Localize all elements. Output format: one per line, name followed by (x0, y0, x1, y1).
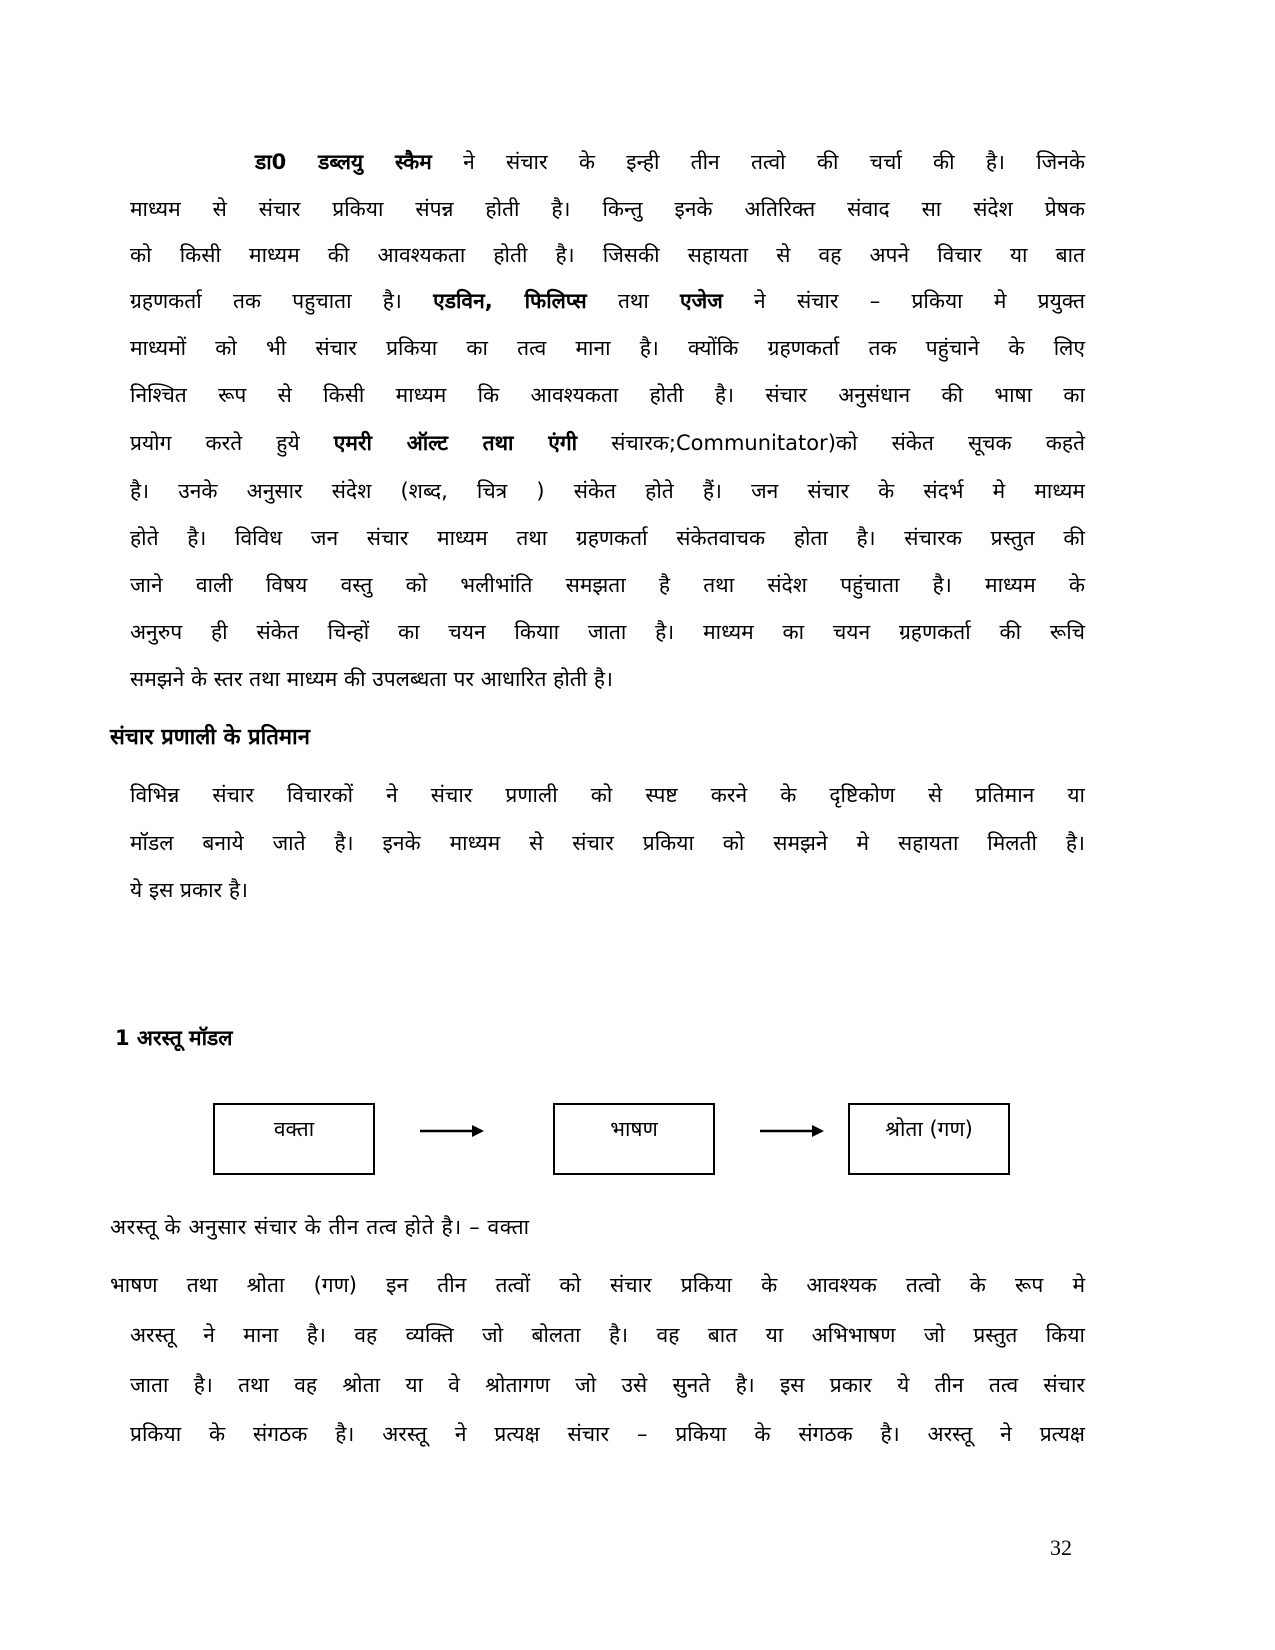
author-name-bold: डा0 डब्लयु स्कैम (255, 150, 432, 174)
paragraph-1-line-4 (130, 286, 1085, 316)
text-span: संचारक;Communitator)को संकेत सूचक कहते (577, 431, 1085, 455)
text-span: तथा (586, 289, 681, 313)
paragraph-1-line-6: निश्चित रूप से किसी माध्यम कि आवश्यकता होती है। संचार अनुसंधान की भाषा का (130, 383, 1085, 407)
paragraph-1-line-11: अनुरुप ही संकेत चिन्हों का चयन कियाा जाता है। माध्यम का चयन ग्रहणकर्ता की रूचि (130, 620, 1085, 644)
paragraph-3-line-3: अरस्तू ने माना है। वह व्यक्ति जो बोलता है। वह बात या अभिभाषण जो प्रस्तुत किया (130, 1323, 1085, 1347)
diagram-box-audience: श्रोता (गण) (848, 1103, 1010, 1175)
paragraph-1-line-2: माध्यम से संचार प्रकिया संपन्न होती है। किन्तु इनके अतिरिक्त संवाद सा संदेश प्रेषक (130, 197, 1085, 221)
paragraph-1-line-8: है। उनके अनुसार संदेश (शब्द, चित्र ) संकेत होते हैं। जन संचार के संदर्भ मे माध्यम (130, 479, 1085, 503)
paragraph-1-line-9: होते है। विविध जन संचार माध्यम तथा ग्रहणकर्ता संकेतवाचक होता है। संचारक प्रस्तुत की (130, 526, 1085, 550)
paragraph-1-line-3: को किसी माध्यम की आवश्यकता होती है। जिसकी सहायता से वह अपने विचार या बात (130, 243, 1085, 267)
paragraph-3-line-4: जाता है। तथा वह श्रोता या वे श्रोतागण जो उसे सुनते है। इस प्रकार ये तीन तत्व संचार (130, 1373, 1085, 1397)
page-number: 32 (1050, 1535, 1072, 1560)
names-bold: एडविन, फिलिप्स (433, 289, 587, 313)
text-span: ने संचार के इन्ही तीन तत्वो की चर्चा की है। जिनके (431, 150, 1085, 174)
section-heading: संचार प्रणाली के प्रतिमान (110, 725, 310, 750)
arrow-icon (420, 1121, 485, 1141)
paragraph-1-line-10: जाने वाली विषय वस्तु को भलीभांति समझता है तथा संदेश पहुंचाता है। माध्यम के (130, 573, 1085, 597)
paragraph-3-line-2: भाषण तथा श्रोता (गण) इन तीन तत्वों को संचार प्रकिया के आवश्यक तत्वो के रूप मे (110, 1273, 1085, 1297)
names-bold: एजेज (680, 289, 723, 313)
paragraph-3-line-5: प्रकिया के संगठक है। अरस्तू ने प्रत्यक्ष संचार – प्रकिया के संगठक है। अरस्तू ने प्रत्यक्ष (130, 1422, 1085, 1446)
paragraph-1-line-12: समझने के स्तर तथा माध्यम की उपलब्धता पर आधारित होती है। (130, 667, 613, 691)
diagram-box-speaker: वक्ता (213, 1103, 375, 1175)
text-span: ग्रहणकर्ता तक पहुचाता है। (130, 289, 434, 313)
names-bold: एमरी ऑल्ट तथा एंगी (333, 431, 578, 455)
paragraph-2-line-3: ये इस प्रकार है। (130, 878, 248, 902)
arrow-icon (760, 1121, 825, 1141)
text-span: प्रयोग करते हुये (130, 431, 334, 455)
model-heading: 1 अरस्तू मॉडल (115, 1026, 233, 1050)
paragraph-3-line-1: अरस्तू के अनुसार संचार के तीन तत्व होते है। – वक्ता (110, 1215, 530, 1239)
paragraph-1-line-1 (255, 147, 1085, 177)
paragraph-1-line-7 (130, 428, 1085, 458)
paragraph-2-line-2: मॉडल बनाये जाते है। इनके माध्यम से संचार प्रकिया को समझने मे सहायता मिलती है। (130, 831, 1085, 855)
paragraph-1-line-5: माध्यमों को भी संचार प्रकिया का तत्व माना है। क्योंकि ग्रहणकर्ता तक पहुंचाने के लिए (130, 336, 1085, 360)
diagram-box-speech: भाषण (553, 1103, 715, 1175)
paragraph-2-line-1: विभिन्न संचार विचारकों ने संचार प्रणाली को स्पष्ट करने के दृष्टिकोण से प्रतिमान या (130, 783, 1085, 807)
text-span: ने संचार – प्रकिया मे प्रयुक्त (722, 289, 1085, 313)
